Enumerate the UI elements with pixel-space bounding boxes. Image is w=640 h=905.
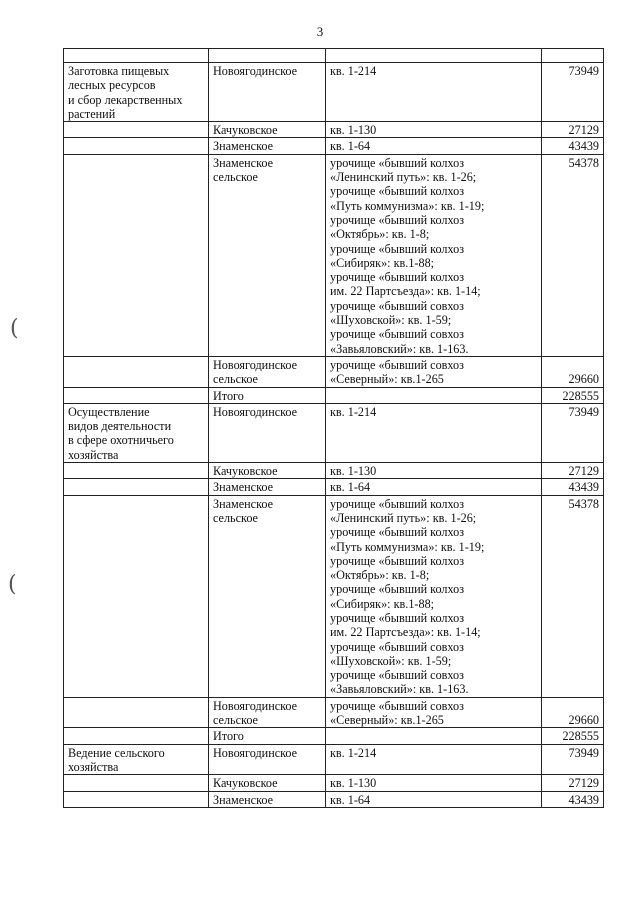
forestry-line: сельское xyxy=(213,713,258,728)
area-cell: 73949 xyxy=(542,744,604,775)
activity-cell xyxy=(64,63,209,122)
page-number: 3 xyxy=(316,24,324,39)
activity-cell-empty xyxy=(64,479,209,495)
location-line: кв. 1-214 xyxy=(330,745,377,760)
location-line: «Октябрь»: кв. 1-8; xyxy=(330,227,430,242)
area-cell: 228555 xyxy=(542,387,604,403)
forestry-cell xyxy=(209,791,326,807)
activity-cell-empty xyxy=(64,387,209,403)
area-cell: 228555 xyxy=(542,728,604,744)
location-line: кв. 1-214 xyxy=(330,404,377,419)
activity-line: хозяйства xyxy=(68,759,119,774)
forestry-line: сельское xyxy=(213,372,258,387)
location-line: урочище «бывший совхоз xyxy=(330,639,464,654)
forestry-cell xyxy=(209,387,326,403)
location-cell xyxy=(326,791,542,807)
activity-cell-empty xyxy=(64,138,209,154)
location-line: урочище «бывший колхоз xyxy=(330,610,465,625)
location-line: урочище «бывший колхоз xyxy=(330,270,465,285)
location-line: урочище «бывший совхоз xyxy=(330,698,464,713)
forestry-cell xyxy=(209,479,326,495)
location-line: «Шуховской»: кв. 1-59; xyxy=(330,653,452,668)
location-line: кв. 1-64 xyxy=(330,139,371,154)
area-cell: 43439 xyxy=(542,479,604,495)
forestry-line: Итого xyxy=(213,729,244,744)
location-line: «Северный»: кв.1-265 xyxy=(330,713,444,728)
activity-line: Осуществление xyxy=(68,404,150,419)
forest-use-table xyxy=(63,48,604,808)
area-cell: 27129 xyxy=(542,122,604,138)
location-cell xyxy=(326,63,542,122)
forestry-cell xyxy=(209,775,326,791)
location-cell xyxy=(326,495,542,697)
location-line: урочище «бывший совхоз xyxy=(330,327,464,342)
forestry-line: Новоягодинское xyxy=(213,357,298,372)
table-row xyxy=(64,697,604,728)
location-line: урочище «бывший колхоз xyxy=(330,582,465,597)
location-line: урочище «бывший колхоз xyxy=(330,241,465,256)
location-line: кв. 1-214 xyxy=(330,64,377,78)
forestry-line: Качуковское xyxy=(213,776,278,791)
location-cell xyxy=(326,154,542,356)
forestry-cell xyxy=(209,403,326,462)
forestry-cell xyxy=(209,744,326,775)
location-line: урочище «бывший колхоз xyxy=(330,155,465,170)
forestry-line: Новоягодинское xyxy=(213,404,298,419)
activity-line: видов деятельности xyxy=(68,419,172,434)
forestry-line: Итого xyxy=(213,388,244,403)
area-cell: 73949 xyxy=(542,63,604,122)
location-line: кв. 1-64 xyxy=(330,480,371,495)
location-line: им. 22 Партсъезда»: кв. 1-14; xyxy=(330,625,481,640)
location-line: «Завьяловский»: кв. 1-163. xyxy=(330,341,469,356)
location-line: «Завьяловский»: кв. 1-163. xyxy=(330,682,469,697)
location-cell xyxy=(326,463,542,479)
area-cell: 54378 xyxy=(542,154,604,356)
forestry-cell xyxy=(209,138,326,154)
location-line: «Северный»: кв.1-265 xyxy=(330,372,444,387)
forestry-line: Знаменское xyxy=(213,480,274,495)
location-line: «Сибиряк»: кв.1-88; xyxy=(330,596,435,611)
forestry-cell xyxy=(209,154,326,356)
location-cell xyxy=(326,697,542,728)
location-line: урочище «бывший совхоз xyxy=(330,668,464,683)
area-cell: 27129 xyxy=(542,463,604,479)
location-line: урочище «бывший колхоз xyxy=(330,496,465,511)
location-cell xyxy=(326,387,542,403)
location-line: кв. 1-130 xyxy=(330,123,377,138)
activity-cell-empty xyxy=(64,495,209,697)
location-line: урочище «бывший совхоз xyxy=(330,357,464,372)
table-row xyxy=(64,775,604,791)
activity-line: растений xyxy=(68,106,116,121)
location-cell xyxy=(326,479,542,495)
activity-cell xyxy=(64,403,209,462)
location-line: «Ленинский путь»: кв. 1-26; xyxy=(330,170,477,185)
table-row xyxy=(64,387,604,403)
activity-cell-empty xyxy=(64,697,209,728)
table-row xyxy=(64,122,604,138)
activity-cell xyxy=(64,744,209,775)
table-row xyxy=(64,463,604,479)
location-line: «Путь коммунизма»: кв. 1-19; xyxy=(330,539,485,554)
forestry-line: сельское xyxy=(213,170,258,185)
activity-cell-empty xyxy=(64,356,209,387)
location-cell xyxy=(326,138,542,154)
forestry-cell xyxy=(209,63,326,122)
forestry-cell xyxy=(209,122,326,138)
area-cell: 43439 xyxy=(542,138,604,154)
activity-line: хозяйства xyxy=(68,447,119,462)
location-line: им. 22 Партсъезда»: кв. 1-14; xyxy=(330,284,481,299)
location-cell xyxy=(326,728,542,744)
activity-line: лесных ресурсов xyxy=(68,78,156,93)
location-line: урочище «бывший колхоз xyxy=(330,184,465,199)
area-cell: 54378 xyxy=(542,495,604,697)
forestry-line: Знаменское xyxy=(213,139,274,154)
table-body xyxy=(64,49,604,808)
forestry-line: Качуковское xyxy=(213,464,278,479)
area-cell: 29660 xyxy=(542,697,604,728)
location-cell xyxy=(326,403,542,462)
activity-cell-empty xyxy=(64,154,209,356)
location-line: кв. 1-64 xyxy=(330,792,371,807)
table-row xyxy=(64,495,604,697)
activity-cell-empty xyxy=(64,728,209,744)
forestry-line: Знаменское xyxy=(213,496,274,511)
margin-punch-mark: ( xyxy=(8,572,17,597)
location-cell xyxy=(326,775,542,791)
area-cell: 43439 xyxy=(542,791,604,807)
location-cell xyxy=(326,122,542,138)
location-line: урочище «бывший совхоз xyxy=(330,298,464,313)
forestry-cell xyxy=(209,463,326,479)
forestry-line: Новоягодинское xyxy=(213,745,298,760)
table-row xyxy=(64,744,604,775)
activity-cell-empty xyxy=(64,463,209,479)
table-row xyxy=(64,356,604,387)
table-row xyxy=(64,63,604,122)
activity-cell-empty xyxy=(64,122,209,138)
location-line: урочище «бывший колхоз xyxy=(330,212,465,227)
table-top-spacer-row xyxy=(64,49,604,63)
location-line: «Ленинский путь»: кв. 1-26; xyxy=(330,510,477,525)
table-row xyxy=(64,403,604,462)
activity-cell-empty xyxy=(64,791,209,807)
forestry-line: Новоягодинское xyxy=(213,64,298,78)
forestry-line: Знаменское xyxy=(213,155,274,170)
activity-line: и сбор лекарственных xyxy=(68,92,183,107)
location-line: кв. 1-130 xyxy=(330,464,377,479)
forestry-cell xyxy=(209,728,326,744)
location-line: урочище «бывший колхоз xyxy=(330,553,465,568)
location-line: урочище «бывший колхоз xyxy=(330,525,465,540)
table-row xyxy=(64,791,604,807)
table-row xyxy=(64,154,604,356)
table-row xyxy=(64,728,604,744)
activity-line: Ведение сельского xyxy=(68,745,165,760)
activity-line: Заготовка пищевых xyxy=(68,64,170,78)
forestry-line: Качуковское xyxy=(213,123,278,138)
location-line: «Сибиряк»: кв.1-88; xyxy=(330,255,435,270)
forestry-cell xyxy=(209,495,326,697)
forestry-line: сельское xyxy=(213,510,258,525)
table-row xyxy=(64,138,604,154)
forestry-cell xyxy=(209,356,326,387)
activity-line: в сфере охотничьего xyxy=(68,433,174,448)
location-cell xyxy=(326,356,542,387)
location-line: «Шуховской»: кв. 1-59; xyxy=(330,313,452,328)
table-row xyxy=(64,479,604,495)
area-cell: 73949 xyxy=(542,403,604,462)
forestry-line: Знаменское xyxy=(213,792,274,807)
location-line: «Путь коммунизма»: кв. 1-19; xyxy=(330,198,485,213)
margin-punch-mark: ( xyxy=(10,316,19,341)
location-line: кв. 1-130 xyxy=(330,776,377,791)
location-cell xyxy=(326,744,542,775)
forestry-line: Новоягодинское xyxy=(213,698,298,713)
activity-cell-empty xyxy=(64,775,209,791)
forestry-cell xyxy=(209,697,326,728)
location-line: «Октябрь»: кв. 1-8; xyxy=(330,568,430,583)
area-cell: 27129 xyxy=(542,775,604,791)
area-cell: 29660 xyxy=(542,356,604,387)
